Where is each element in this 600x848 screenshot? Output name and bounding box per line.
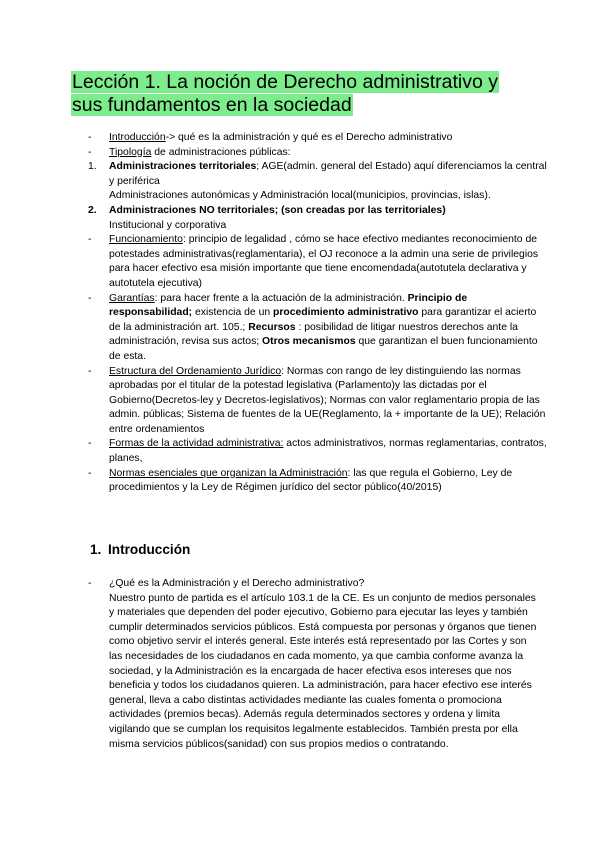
link-garantias: Garantías [109,292,155,304]
list-item-introduccion: - Introducción-> qué es la administración y qué es el Derecho administrativo [88,131,548,146]
link-tipologia: Tipología [109,146,152,158]
lesson-title [71,71,531,117]
bold-no-territoriales: Administraciones NO territoriales; (son creadas por las territoriales) [109,204,446,216]
bullet-dash: - [88,578,92,589]
intro-body: Nuestro punto de partida es el artículo 103.1 de la CE. Es un conjunto de medios personales y materiales que dependen del poder ejecutivo, Gobierno para ejecutar las leyes y también cumplir determinados servicios públicos. Está compuesta por personas y órganos que tienen como objetivo servir el interés general. Este interés está representado por las Cortes y son las necesidades de los ciudadanos en cada momento, ya que cambia conforme avanza la sociedad, y la Administración es la encargada de hacer efectiva esos intereses que nos beneficia y todos los ciudadanos quieren. La administración, para hacer efectivo ese interés general, lleva a cabo distintas actividades mediante las cuales fomenta o promociona actividades (premios becas). Además regula determinados sectores y ordena y limita vigilando que se cumplan los requisitos legalmente establecidos. También presta por ella misma servicios públicos(sanidad) con sus propios medios o contratando. [109,592,537,750]
bullet-dash: - [88,467,92,479]
bullet-dash: - [88,365,92,377]
intro-list [88,577,538,752]
bullet-dash: - [88,234,92,246]
list-number: 2. [88,204,97,216]
section-heading [90,542,190,558]
list-item-territoriales: 1. Administraciones territoriales; AGE(admin. general del Estado) aquí diferenciamos la central y periférica Administraciones autonómicas y Administración local(municipios, provincias, islas). [88,161,547,202]
list-item-formas: - Formas de la actividad administrativa: actos administrativos, normas reglamentarias, contratos, planes, [88,438,547,465]
bullet-dash: - [88,438,92,450]
bullet-dash: - [88,292,92,304]
intro-question: ¿Qué es la Administración y el Derecho administrativo? [109,578,365,589]
list-item-funcionamiento: - Funcionamiento: principio de legalidad , cómo se hace efectivo mediantes reconocimiento de potestades administrativas(reglamentaria), el OJ reconoce a la admin una serie de privilegios para hacer efectivo esa misión importante que tiene encomendada(autotutela declarativa y autotutela ejecutiva) [88,234,539,289]
outline-list [88,131,548,496]
bullet-dash: - [88,132,92,143]
link-funcionamiento: Funcionamiento [109,234,183,246]
lesson-title-text: Lección 1. La noción de Derecho administrativo y sus fundamentos en la sociedad [72,71,498,116]
list-number: 1. [88,161,97,173]
list-item-no-territoriales: 2. Administraciones NO territoriales; (son creadas por las territoriales) Institucional y corporativa [88,204,446,231]
link-estructura: Estructura del Ordenamiento Jurídico [109,365,282,377]
section-number: 1. [90,542,102,557]
list-item-estructura: - Estructura del Ordenamiento Jurídico: Normas con rango de ley distinguiendo las normas aprobadas por el titular de la potestad legislativa (Parlamento)y las dictadas por el Gobierno(Decretos-ley y Decretos-legislativos); Normas con valor reglamentario propia de las admin. públicas; Sistema de fuentes de la UE(Reglamento, la + importante de la UE); Relación entre ordenamientos [88,365,546,435]
bullet-dash: - [88,146,92,158]
link-formas: Formas de la actividad administrativa: [109,438,284,450]
bold-territoriales: Administraciones territoriales [109,161,257,173]
link-introduccion: Introducción [109,132,166,143]
list-item-question [88,577,538,752]
list-item-normas: - Normas esenciales que organizan la Administración: las que regula el Gobierno, Ley de procedimientos y la Ley de Régimen jurídico del sector público(40/2015) [88,467,513,494]
list-item-garantias: - Garantías: para hacer frente a la actuación de la administración. Principio de responsabilidad; existencia de un procedimiento administrativo para garantizar el acierto de la administración art. 105.; Recursos : posibilidad de litigar nuestros derechos ante la administración, revisa sus actos; Otros mecanismos que garantizan el buen funcionamiento de esta. [88,292,538,362]
link-normas: Normas esenciales que organizan la Administración [109,467,348,479]
section-title: Introducción [108,542,191,557]
list-item-tipologia: - Tipología de administraciones públicas: [88,146,548,161]
